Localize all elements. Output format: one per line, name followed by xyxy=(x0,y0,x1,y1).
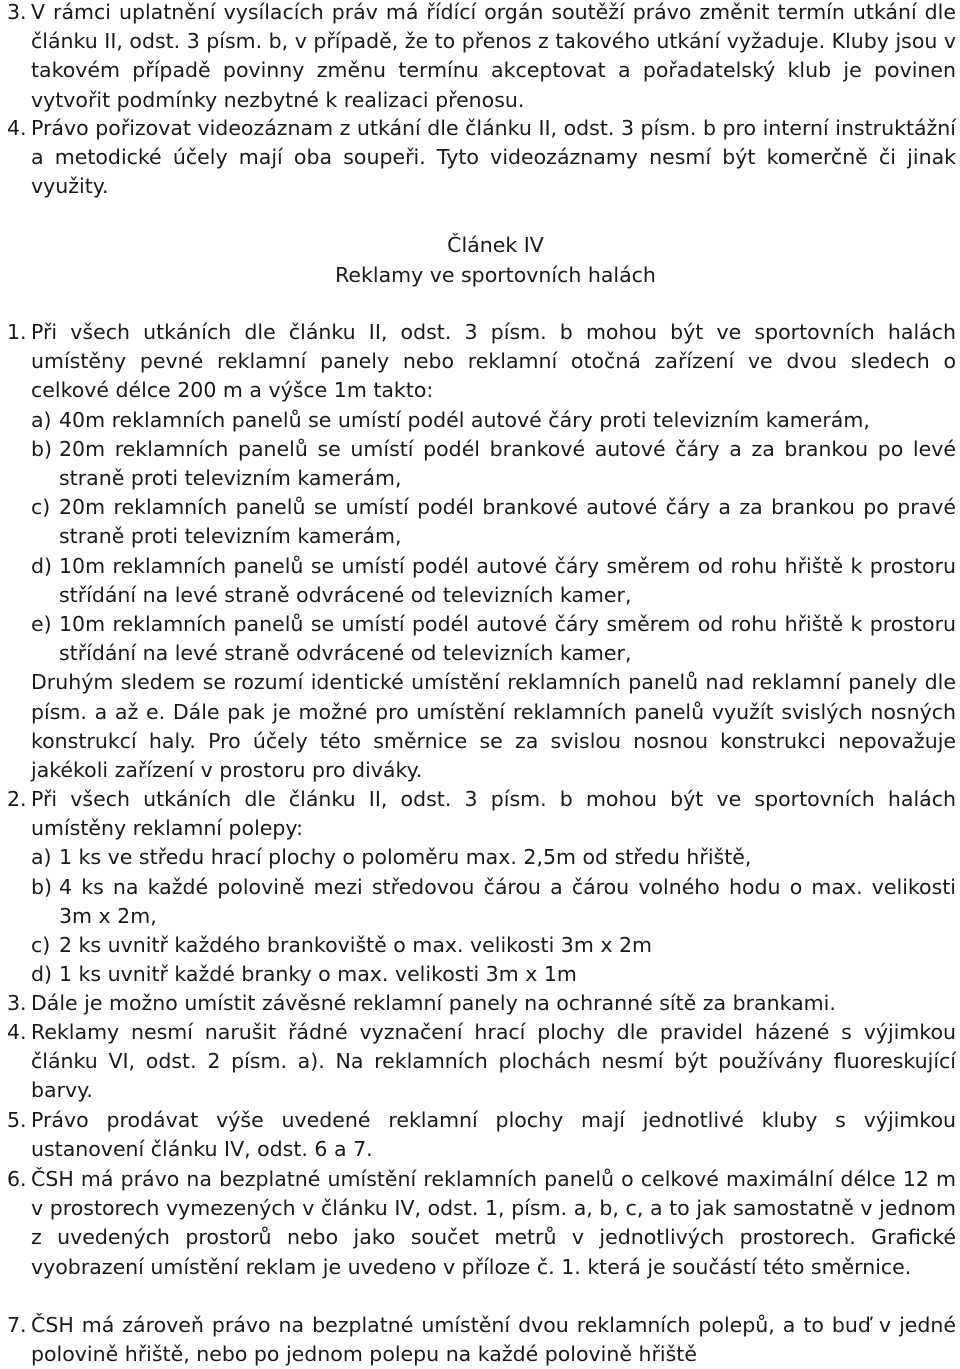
sub-item xyxy=(0,493,960,551)
item-number: 6. xyxy=(7,1167,27,1191)
article-title: Reklamy ve sportovních halách xyxy=(335,263,656,288)
sub-item-text: 10m reklamních panelů se umístí podél autové čáry směrem od rohu hřiště k prostoru střídání na levé straně odvrácené od televizních kamer, xyxy=(59,612,956,666)
article-number: Článek IV xyxy=(447,233,544,257)
sub-item-text: 4 ks na každé polovině mezi středovou čárou a čárou volného hodu o max. velikosti 3m x 2m, xyxy=(59,874,956,928)
item-number: 3. xyxy=(7,991,27,1015)
sub-item-text: 1 ks ve středu hrací plochy o poloměru max. 2,5m od středu hřiště, xyxy=(59,845,752,870)
list-item xyxy=(0,1018,960,1106)
item-number: 3. xyxy=(7,0,27,24)
sub-item xyxy=(0,931,960,960)
item-text: Dále je možno umístit závěsné reklamní panely na ochranné sítě za brankami. xyxy=(31,991,836,1015)
paragraph: Druhým sledem se rozumí identické umístění reklamních panelů nad reklamní panely dle písm. a až e. Dále pak je možné pro umístění reklamních panelů využít svislých nosných konstrukcí haly. Pro účely této směrnice se za svislou nosnou konstrukci nepovažuje jakékoli zařízení v prostoru pro diváky. xyxy=(31,670,956,783)
sub-item xyxy=(0,435,960,493)
list-item xyxy=(0,989,960,1018)
article-heading xyxy=(0,231,960,290)
list-item xyxy=(0,1165,960,1282)
list-item xyxy=(0,1311,960,1369)
item-text: V rámci uplatnění vysílacích práv má řídící orgán soutěží právo změnit termín utkání dle článku II, odst. 3 písm. b, v případě, že to přenos z takového utkání vyžaduje. Kluby jsou v takovém případě povinny změnu termínu akceptovat a pořadatelský klub je povinen vytvořit podmínky nezbytné k realizaci přenosu. xyxy=(31,0,956,112)
sub-item-text: 40m reklamních panelů se umístí podél autové čáry proti televizním kamerám, xyxy=(59,407,870,432)
list-item xyxy=(0,0,960,115)
sub-item-text: 20m reklamních panelů se umístí podél brankové autové čáry a za brankou po pravé straně proti televizním kamerám, xyxy=(59,495,956,549)
item-number: 4. xyxy=(7,116,27,140)
sub-item-text: 2 ks uvnitř každého brankoviště o max. velikosti 3m x 2m xyxy=(59,933,652,958)
sub-item xyxy=(0,873,960,931)
item-number: 4. xyxy=(7,1020,27,1044)
sub-item-label: a) xyxy=(31,845,52,870)
item-text: Při všech utkáních dle článku II, odst. 3 písm. b mohou být ve sportovních halách umístěny pevné reklamní panely nebo reklamní otočná zařízení ve dvou sledech o celkové délce 200 m a výšce 1m takto: xyxy=(31,320,956,403)
item-text: Reklamy nesmí narušit řádné vyznačení hrací plochy dle pravidel házené s výjimkou článku VI, odst. 2 písm. a). Na reklamních plochách nesmí být používány fluoreskující barvy. xyxy=(31,1020,956,1103)
sub-item-label: c) xyxy=(31,495,51,520)
sub-item xyxy=(0,552,960,610)
sub-item-label: e) xyxy=(31,612,52,637)
sub-item-label: d) xyxy=(31,962,53,987)
sub-item-text: 20m reklamních panelů se umístí podél brankové autové čáry a za brankou po levé straně proti televizním kamerám, xyxy=(59,436,956,491)
sub-item xyxy=(0,610,960,668)
sub-item-text: 10m reklamních panelů se umístí podél autové čáry směrem od rohu hřiště k prostoru střídání na levé straně odvrácené od televizních kamer, xyxy=(59,553,956,607)
list-item xyxy=(0,318,960,785)
sub-item xyxy=(0,406,960,435)
item-number: 7. xyxy=(7,1313,27,1337)
sub-item-text: 1 ks uvnitř každé branky o max. velikosti 3m x 1m xyxy=(59,962,577,987)
item-text: Právo prodávat výše uvedené reklamní plochy mají jednotlivé kluby s výjimkou ustanovení článku IV, odst. 6 a 7. xyxy=(31,1108,956,1162)
sub-item-label: b) xyxy=(31,874,53,899)
item-number: 1. xyxy=(7,320,27,344)
item-number: 2. xyxy=(7,787,27,811)
sub-item-label: d) xyxy=(31,553,53,578)
list-item xyxy=(0,1106,960,1164)
list-item xyxy=(0,785,960,989)
item-number: 5. xyxy=(7,1108,27,1132)
sub-item xyxy=(0,843,960,872)
sub-item-label: a) xyxy=(31,407,52,432)
item-text: Při všech utkáních dle článku II, odst. 3 písm. b mohou být ve sportovních halách umístěny reklamní polepy: xyxy=(31,787,956,841)
item-text: Právo pořizovat videozáznam z utkání dle článku II, odst. 3 písm. b pro interní instruktážní a metodické účely mají oba soupeři. Tyto videozáznamy nesmí být komerčně či jinak využity. xyxy=(31,116,956,199)
item-text: ČSH má zároveň právo na bezplatné umístění dvou reklamních polepů, a to buď v jedné polovině hřiště, nebo po jednom polepu na každé polovině hřiště xyxy=(31,1313,956,1367)
item-text: ČSH má právo na bezplatné umístění reklamních panelů o celkové maximální délce 12 m v prostorech vymezených v článku IV, odst. 1, písm. a, b, c, a to jak samostatně v jednom z uvedených prostorů nebo jako součet metrů v jednotlivých prostorech. Grafické vyobrazení umístění reklam je uvedeno v příloze č. 1. která je součástí této směrnice. xyxy=(31,1167,956,1279)
sub-item xyxy=(0,960,960,989)
sub-item-label: b) xyxy=(31,436,53,461)
sub-item-label: c) xyxy=(31,933,51,958)
list-item xyxy=(0,114,960,202)
